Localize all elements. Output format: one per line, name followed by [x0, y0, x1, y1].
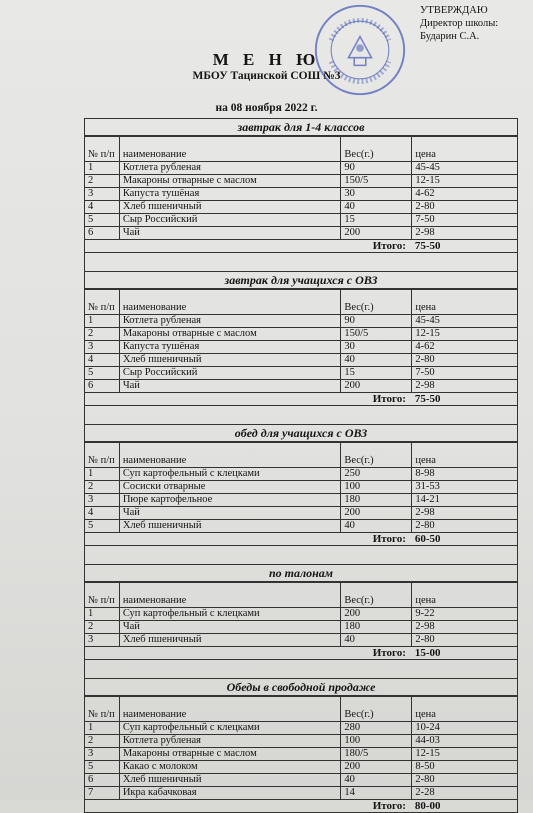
section-spacer	[85, 406, 517, 425]
cell-price: 2-98	[412, 507, 517, 520]
table-row	[85, 520, 517, 533]
cell-weight: 200	[341, 507, 412, 520]
cell-weight: 40	[341, 774, 412, 787]
menu-table	[85, 289, 517, 405]
total-label: Итого:	[372, 533, 406, 545]
cell-weight: 30	[341, 341, 412, 354]
menu-section	[85, 119, 517, 253]
cell-price: 8-50	[412, 761, 517, 774]
section-spacer	[85, 546, 517, 565]
cell-num: 2	[85, 621, 119, 634]
cell-name: Капуста тушёная	[119, 188, 341, 201]
cell-num: 4	[85, 354, 119, 367]
section-title: завтрак для 1-4 классов	[85, 119, 517, 136]
table-header-row	[85, 583, 517, 608]
total-value: 75-50	[414, 393, 441, 405]
cell-name: Котлета рубленая	[119, 162, 341, 175]
menu-table	[85, 136, 517, 252]
header-name: наименование	[119, 290, 341, 315]
cell-weight: 100	[341, 735, 412, 748]
cell-name: Суп картофельный с клецками	[119, 722, 341, 735]
header-num: № п/п	[85, 583, 119, 608]
cell-weight: 200	[341, 608, 412, 621]
cell-name: Капуста тушёная	[119, 341, 341, 354]
cell-weight: 90	[341, 315, 412, 328]
total-row	[85, 647, 517, 660]
cell-name: Чай	[119, 621, 341, 634]
cell-weight: 200	[341, 227, 412, 240]
cell-name: Суп картофельный с клецками	[119, 468, 341, 481]
cell-price: 2-80	[412, 520, 517, 533]
table-row	[85, 621, 517, 634]
cell-name: Икра кабачковая	[119, 787, 341, 800]
cell-num: 4	[85, 507, 119, 520]
total-label: Итого:	[372, 800, 406, 812]
table-row	[85, 315, 517, 328]
cell-price: 2-28	[412, 787, 517, 800]
cell-num: 7	[85, 787, 119, 800]
menu-table	[85, 582, 517, 659]
cell-weight: 30	[341, 188, 412, 201]
cell-num: 6	[85, 380, 119, 393]
total-label: Итого:	[372, 240, 406, 252]
approval-line: Директор школы:	[420, 18, 499, 29]
table-row	[85, 735, 517, 748]
cell-weight: 150/5	[341, 175, 412, 188]
cell-weight: 40	[341, 634, 412, 647]
cell-num: 2	[85, 481, 119, 494]
cell-name: Сыр Российский	[119, 214, 341, 227]
section-spacer	[85, 253, 517, 272]
cell-name: Сосиски отварные	[119, 481, 341, 494]
cell-weight: 200	[341, 380, 412, 393]
table-row	[85, 722, 517, 735]
header-num: № п/п	[85, 443, 119, 468]
header-name: наименование	[119, 137, 341, 162]
cell-price: 45-45	[412, 315, 517, 328]
table-row	[85, 748, 517, 761]
header-name: наименование	[119, 443, 341, 468]
table-row	[85, 380, 517, 393]
header-price: цена	[412, 290, 517, 315]
cell-weight: 280	[341, 722, 412, 735]
cell-price: 8-98	[412, 468, 517, 481]
table-row	[85, 507, 517, 520]
approval-line: УТВЕРЖДАЮ	[420, 5, 488, 16]
header-num: № п/п	[85, 137, 119, 162]
approval-block	[420, 4, 498, 43]
table-row	[85, 481, 517, 494]
total-value: 75-50	[414, 240, 441, 252]
cell-name: Хлеб пшеничный	[119, 520, 341, 533]
total-value: 60-50	[414, 533, 441, 545]
header-weight: Вес(г.)	[341, 290, 412, 315]
cell-name: Чай	[119, 380, 341, 393]
cell-name: Суп картофельный с клецками	[119, 608, 341, 621]
cell-num: 1	[85, 468, 119, 481]
menu-frame	[84, 118, 518, 813]
cell-weight: 15	[341, 214, 412, 227]
school-name: МБОУ Тацинской СОШ №3	[192, 70, 341, 82]
cell-num: 3	[85, 634, 119, 647]
cell-price: 12-15	[412, 328, 517, 341]
cell-num: 3	[85, 748, 119, 761]
cell-price: 12-15	[412, 175, 517, 188]
menu-section	[85, 425, 517, 546]
header-name: наименование	[119, 697, 341, 722]
cell-num: 1	[85, 722, 119, 735]
table-header-row	[85, 290, 517, 315]
cell-num: 3	[85, 188, 119, 201]
cell-name: Макароны отварные с маслом	[119, 748, 341, 761]
total-value: 15-00	[414, 647, 441, 659]
cell-price: 12-15	[412, 748, 517, 761]
cell-weight: 90	[341, 162, 412, 175]
header-price: цена	[412, 583, 517, 608]
cell-name: Хлеб пшеничный	[119, 201, 341, 214]
total-label: Итого:	[372, 393, 406, 405]
cell-name: Какао с молоком	[119, 761, 341, 774]
table-row	[85, 354, 517, 367]
table-row	[85, 188, 517, 201]
page-title: М Е Н Ю	[212, 50, 321, 69]
cell-price: 2-80	[412, 634, 517, 647]
table-row	[85, 494, 517, 507]
cell-weight: 100	[341, 481, 412, 494]
cell-price: 2-98	[412, 227, 517, 240]
cell-price: 4-62	[412, 341, 517, 354]
approval-line: Бударин С.А.	[420, 31, 480, 42]
header-weight: Вес(г.)	[341, 443, 412, 468]
cell-name: Хлеб пшеничный	[119, 634, 341, 647]
table-header-row	[85, 137, 517, 162]
menu-section	[85, 565, 517, 660]
table-header-row	[85, 443, 517, 468]
cell-weight: 180/5	[341, 748, 412, 761]
menu-section	[85, 679, 517, 813]
table-row	[85, 634, 517, 647]
cell-name: Котлета рубленая	[119, 315, 341, 328]
cell-weight: 150/5	[341, 328, 412, 341]
total-row	[85, 393, 517, 406]
cell-num: 5	[85, 367, 119, 380]
cell-name: Хлеб пшеничный	[119, 774, 341, 787]
cell-price: 31-53	[412, 481, 517, 494]
cell-weight: 180	[341, 494, 412, 507]
cell-weight: 250	[341, 468, 412, 481]
table-row	[85, 468, 517, 481]
cell-name: Чай	[119, 227, 341, 240]
table-row	[85, 328, 517, 341]
table-row	[85, 175, 517, 188]
cell-num: 2	[85, 328, 119, 341]
cell-weight: 180	[341, 621, 412, 634]
cell-name: Макароны отварные с маслом	[119, 175, 341, 188]
cell-weight: 200	[341, 761, 412, 774]
header-price: цена	[412, 443, 517, 468]
cell-price: 45-45	[412, 162, 517, 175]
total-label: Итого:	[372, 647, 406, 659]
section-spacer	[85, 660, 517, 679]
section-title: по талонам	[85, 565, 517, 582]
cell-num: 4	[85, 201, 119, 214]
table-row	[85, 367, 517, 380]
total-row	[85, 533, 517, 546]
cell-name: Хлеб пшеничный	[119, 354, 341, 367]
cell-price: 4-62	[412, 188, 517, 201]
table-row	[85, 608, 517, 621]
header-name: наименование	[119, 583, 341, 608]
cell-num: 1	[85, 315, 119, 328]
cell-price: 2-80	[412, 354, 517, 367]
cell-num: 6	[85, 227, 119, 240]
table-row	[85, 787, 517, 800]
cell-name: Котлета рубленая	[119, 735, 341, 748]
table-header-row	[85, 697, 517, 722]
cell-num: 1	[85, 162, 119, 175]
cell-price: 2-80	[412, 201, 517, 214]
cell-name: Пюре картофельное	[119, 494, 341, 507]
cell-price: 2-80	[412, 774, 517, 787]
cell-weight: 40	[341, 520, 412, 533]
total-row	[85, 240, 517, 253]
cell-num: 5	[85, 520, 119, 533]
cell-num: 2	[85, 175, 119, 188]
header-weight: Вес(г.)	[341, 583, 412, 608]
header-weight: Вес(г.)	[341, 137, 412, 162]
cell-num: 6	[85, 774, 119, 787]
header-price: цена	[412, 697, 517, 722]
menu-section	[85, 272, 517, 406]
section-title: завтрак для учащихся с ОВЗ	[85, 272, 517, 289]
cell-name: Сыр Российский	[119, 367, 341, 380]
cell-weight: 40	[341, 201, 412, 214]
table-row	[85, 227, 517, 240]
cell-num: 5	[85, 214, 119, 227]
table-row	[85, 774, 517, 787]
cell-price: 2-98	[412, 621, 517, 634]
total-value: 80-00	[414, 800, 441, 812]
cell-price: 7-50	[412, 367, 517, 380]
cell-name: Макароны отварные с маслом	[119, 328, 341, 341]
header-price: цена	[412, 137, 517, 162]
menu-date: на 08 ноября 2022 г.	[215, 102, 318, 114]
table-row	[85, 214, 517, 227]
total-row	[85, 800, 517, 813]
cell-price: 10-24	[412, 722, 517, 735]
menu-table	[85, 442, 517, 545]
cell-weight: 14	[341, 787, 412, 800]
cell-weight: 40	[341, 354, 412, 367]
header-weight: Вес(г.)	[341, 697, 412, 722]
menu-table	[85, 696, 517, 812]
header-num: № п/п	[85, 290, 119, 315]
cell-num: 3	[85, 341, 119, 354]
cell-name: Чай	[119, 507, 341, 520]
cell-num: 5	[85, 761, 119, 774]
cell-price: 44-03	[412, 735, 517, 748]
cell-num: 2	[85, 735, 119, 748]
cell-price: 2-98	[412, 380, 517, 393]
cell-weight: 15	[341, 367, 412, 380]
cell-price: 7-50	[412, 214, 517, 227]
header-num: № п/п	[85, 697, 119, 722]
table-row	[85, 162, 517, 175]
cell-num: 3	[85, 494, 119, 507]
cell-num: 1	[85, 608, 119, 621]
cell-price: 14-21	[412, 494, 517, 507]
table-row	[85, 201, 517, 214]
cell-price: 9-22	[412, 608, 517, 621]
table-row	[85, 341, 517, 354]
section-title: обед для учащихся с ОВЗ	[85, 425, 517, 442]
table-row	[85, 761, 517, 774]
section-title: Обеды в свободной продаже	[85, 679, 517, 696]
